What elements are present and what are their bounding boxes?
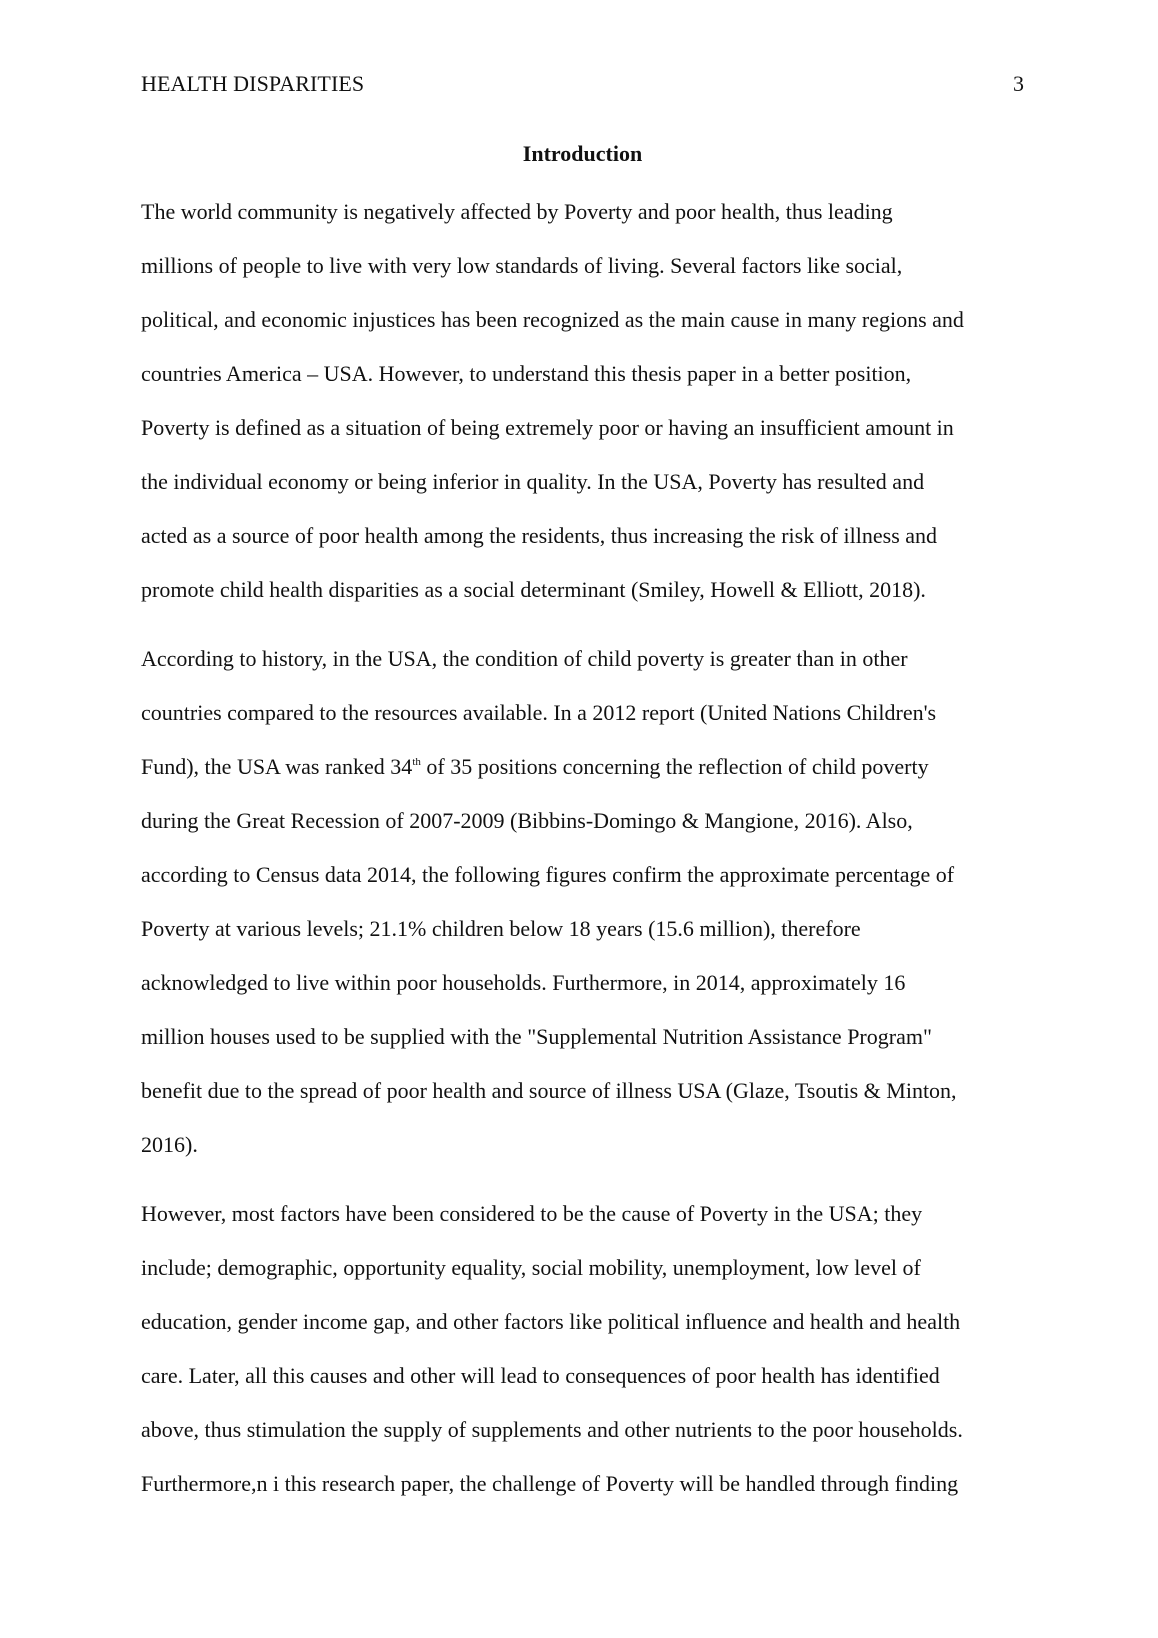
text-line: millions of people to live with very low standards of living. Several factors like social,	[141, 253, 903, 278]
paragraph	[141, 632, 1021, 1172]
text-line: acknowledged to live within poor households. Furthermore, in 2014, approximately 16	[141, 970, 906, 995]
text-line: the individual economy or being inferior in quality. In the USA, Poverty has resulted and	[141, 469, 925, 494]
paragraph	[141, 185, 1021, 617]
text-line: million houses used to be supplied with the "Supplemental Nutrition Assistance Program"	[141, 1024, 932, 1049]
text-line	[141, 740, 1021, 794]
page-header	[141, 68, 1024, 100]
text-fragment: of 35 positions concerning the reflection of child poverty	[420, 754, 929, 779]
text-line: include; demographic, opportunity equality, social mobility, unemployment, low level of	[141, 1255, 921, 1280]
text-line: during the Great Recession of 2007-2009 (Bibbins-Domingo & Mangione, 2016). Also,	[141, 808, 913, 833]
text-line: countries compared to the resources available. In a 2012 report (United Nations Children's	[141, 700, 937, 725]
text-line: education, gender income gap, and other factors like political influence and health and health	[141, 1309, 961, 1334]
section-title: Introduction	[522, 141, 643, 166]
text-line: benefit due to the spread of poor health and source of illness USA (Glaze, Tsoutis & Minton,	[141, 1078, 957, 1103]
text-line: political, and economic injustices has been recognized as the main cause in many regions and	[141, 307, 964, 332]
text-line: above, thus stimulation the supply of supplements and other nutrients to the poor households.	[141, 1417, 963, 1442]
text-line: care. Later, all this causes and other will lead to consequences of poor health has identified	[141, 1363, 940, 1388]
text-line: 2016).	[141, 1132, 198, 1157]
paragraph	[141, 1187, 1021, 1511]
text-line: Poverty is defined as a situation of being extremely poor or having an insufficient amount in	[141, 415, 954, 440]
text-line: according to Census data 2014, the following figures confirm the approximate percentage of	[141, 862, 955, 887]
text-line: promote child health disparities as a social determinant (Smiley, Howell & Elliott, 2018).	[141, 577, 926, 602]
text-line: However, most factors have been considered to be the cause of Poverty in the USA; they	[141, 1201, 923, 1226]
text-line: According to history, in the USA, the condition of child poverty is greater than in other	[141, 646, 908, 671]
ordinal-superscript: th	[412, 756, 421, 768]
text-line: countries America – USA. However, to understand this thesis paper in a better position,	[141, 361, 912, 386]
text-line: Furthermore,n i this research paper, the challenge of Poverty will be handled through finding	[141, 1471, 959, 1496]
page-number: 3	[1013, 71, 1024, 96]
text-line: acted as a source of poor health among the residents, thus increasing the risk of illness and	[141, 523, 938, 548]
document-body	[141, 185, 1021, 1526]
text-line: The world community is negatively affected by Poverty and poor health, thus leading	[141, 199, 893, 224]
running-head: HEALTH DISPARITIES	[141, 71, 365, 96]
text-line: Poverty at various levels; 21.1% children below 18 years (15.6 million), therefore	[141, 916, 861, 941]
text-fragment: Fund), the USA was ranked 34	[141, 754, 413, 779]
